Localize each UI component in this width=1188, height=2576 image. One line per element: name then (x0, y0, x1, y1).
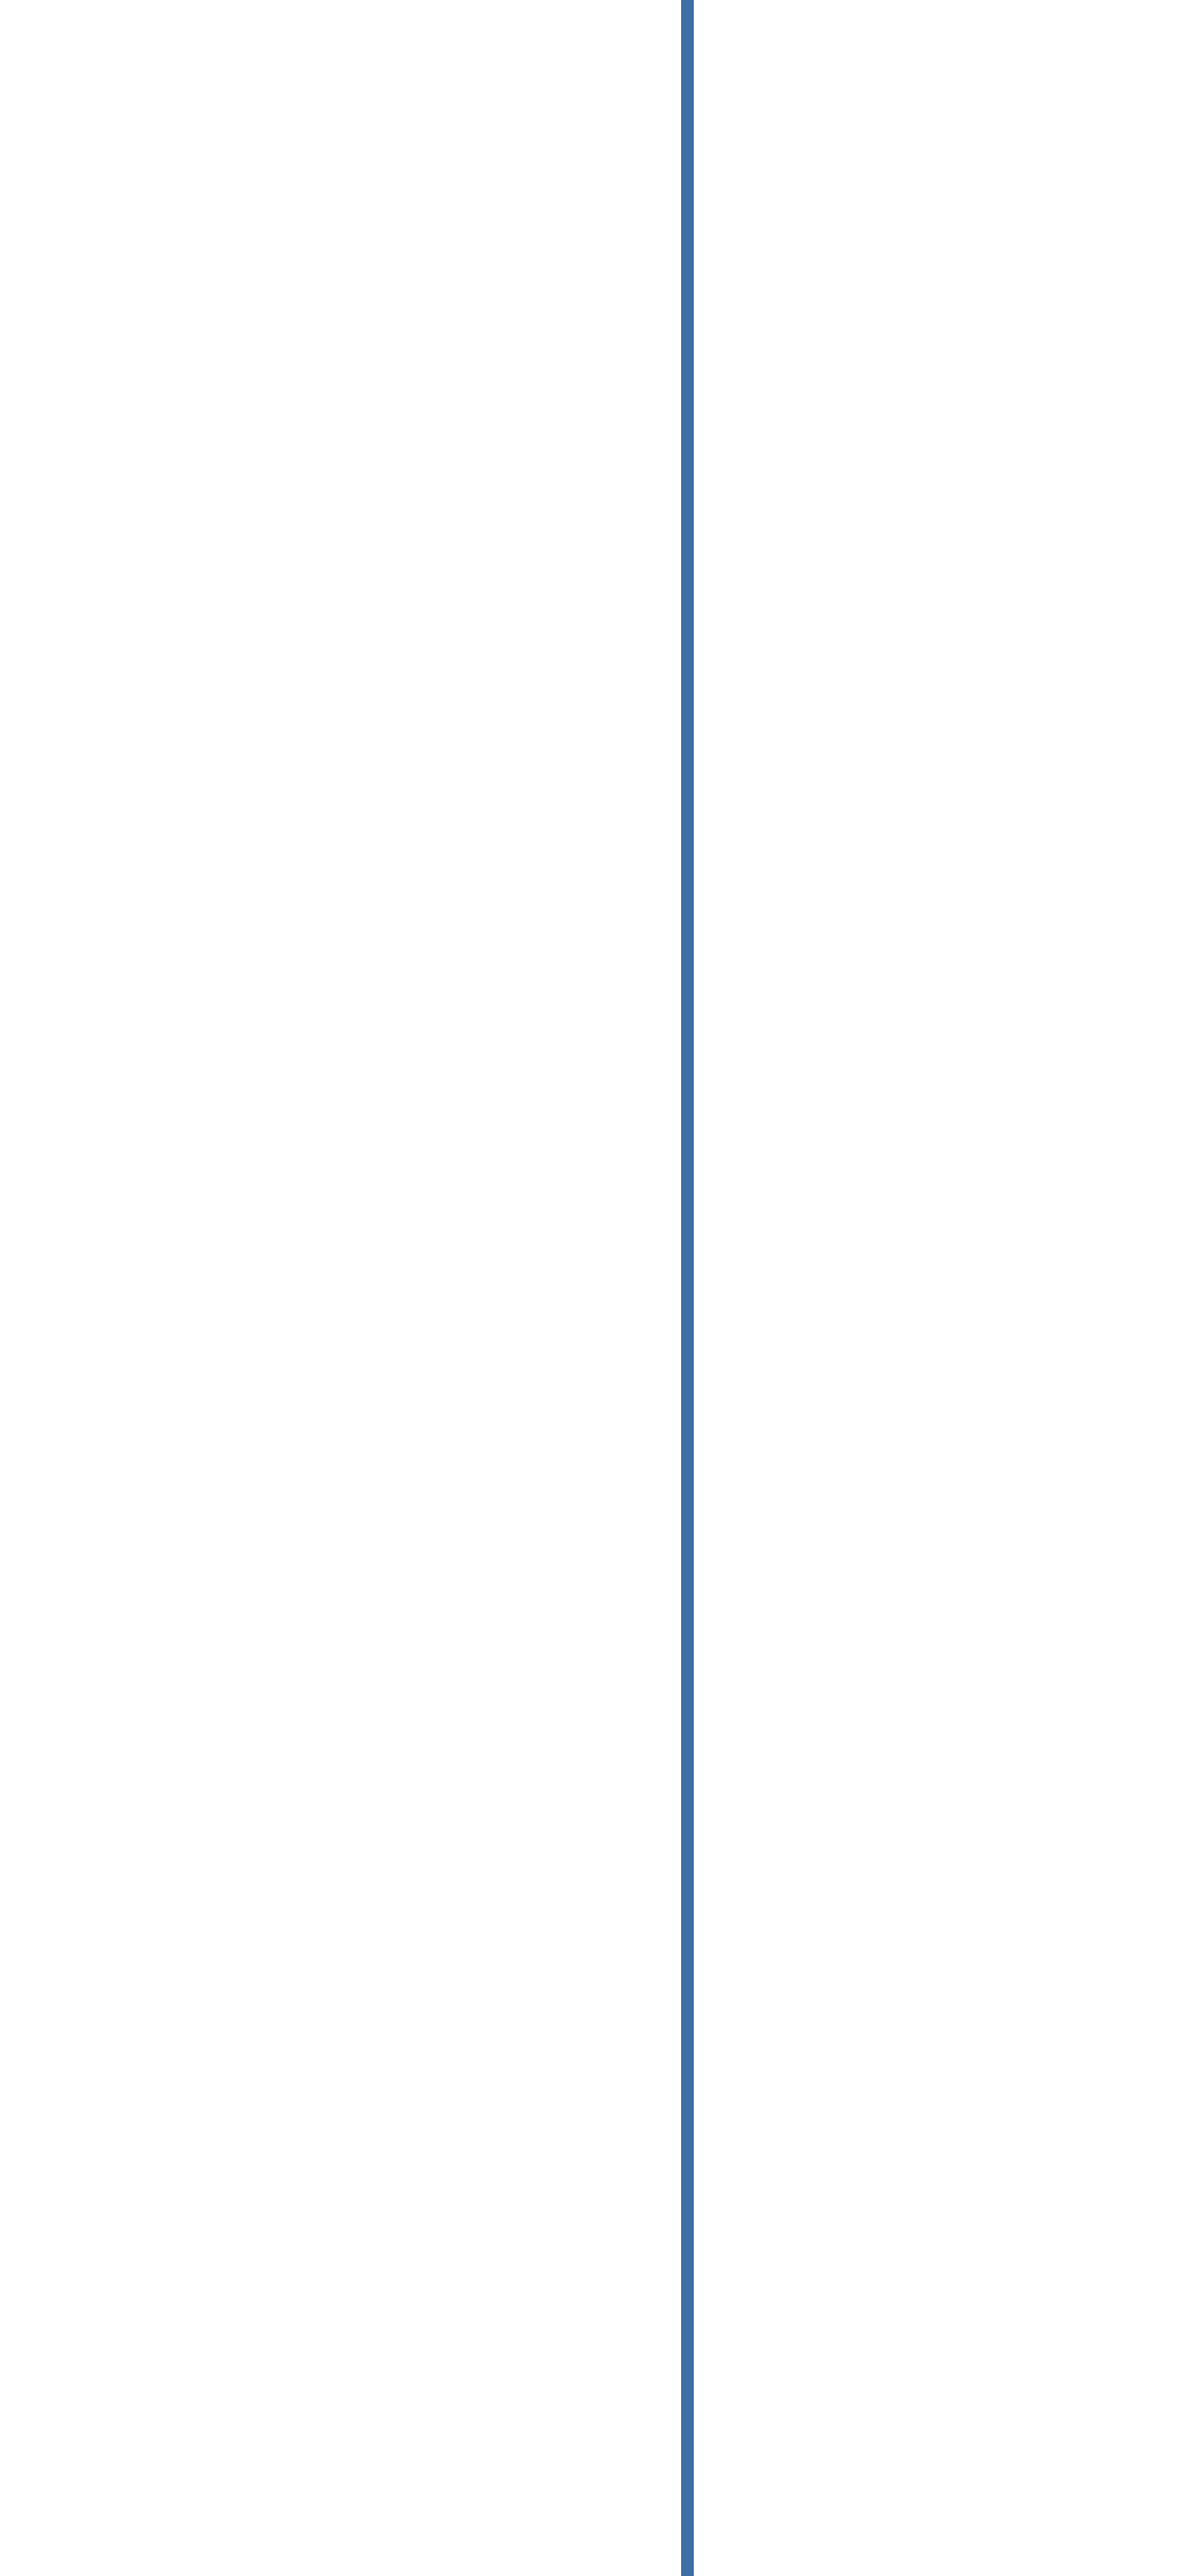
column-divider (681, 0, 694, 2576)
